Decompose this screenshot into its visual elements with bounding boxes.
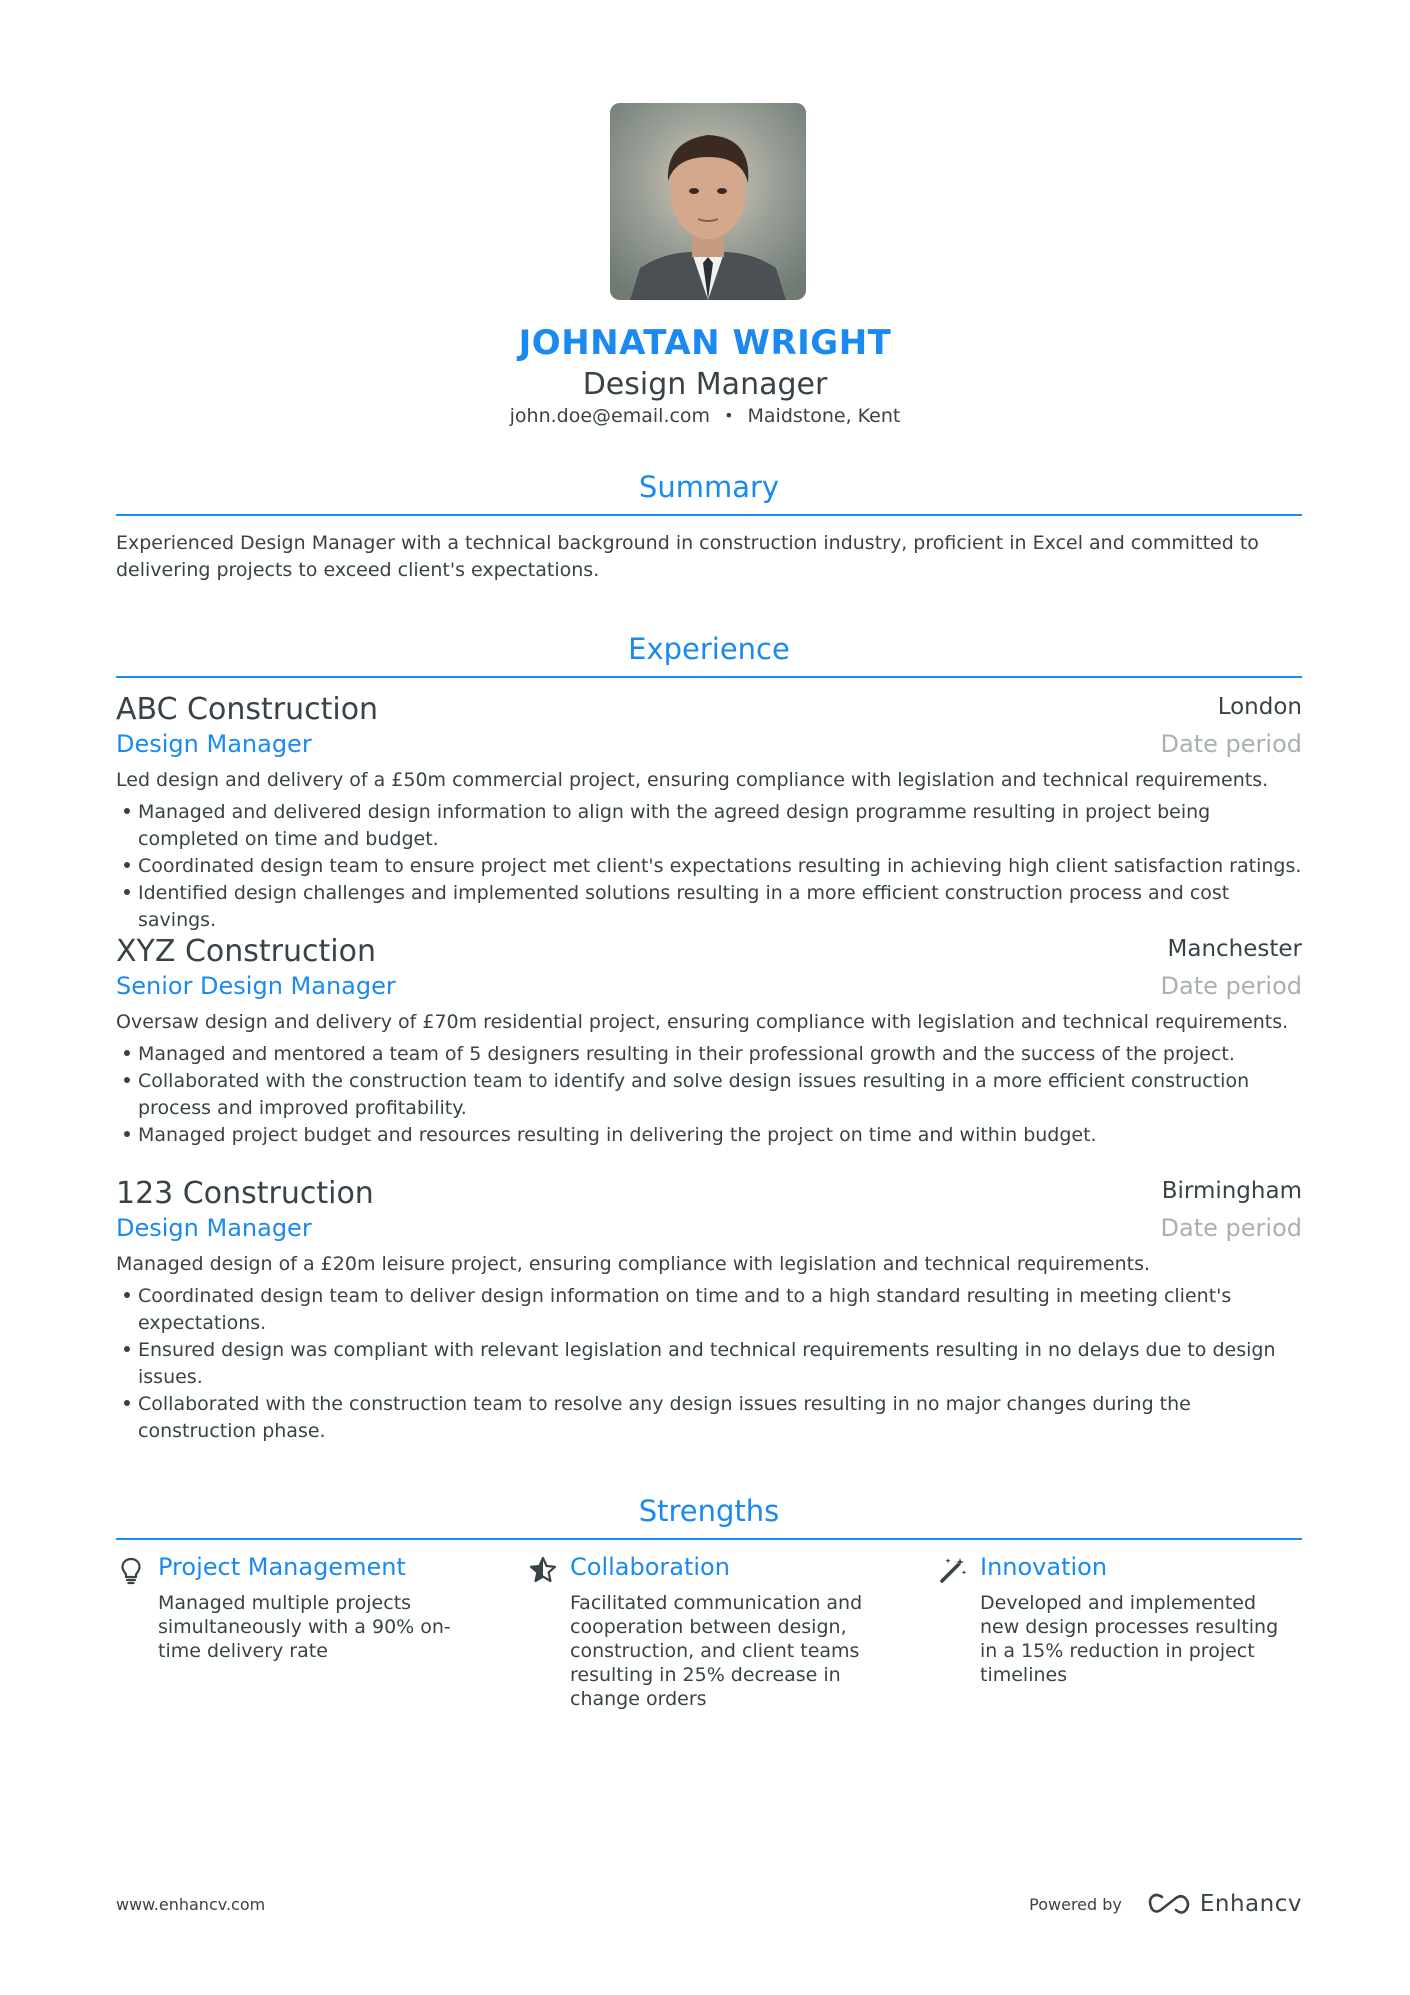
footer-branding [1029, 1884, 1302, 1924]
strength-title: Innovation [980, 1553, 1108, 1581]
profile-photo [610, 103, 806, 300]
location-text: Maidstone, Kent [747, 405, 901, 427]
strengths-divider [116, 1538, 1302, 1540]
strength-description: Managed multiple projects simultaneously with a 90% on-time delivery rate [158, 1592, 451, 1662]
separator-dot: • [724, 406, 734, 425]
job-bullet: Identified design challenges and implemented solutions resulting in a more efficient construction process and cost savings. [116, 880, 1302, 934]
job-company: 123 Construction [116, 1176, 374, 1211]
job-title: Senior Design Manager [116, 972, 396, 1000]
job-company: XYZ Construction [116, 934, 376, 969]
strengths-heading: Strengths [638, 1494, 780, 1528]
magic-wand-icon [938, 1555, 968, 1585]
enhancv-logo-icon [1146, 1891, 1192, 1917]
job-location: London [1217, 694, 1302, 720]
strength-description: Facilitated communication and cooperation between design, construction, and client teams resulting in 25% decrease in change orders [570, 1592, 863, 1710]
powered-by-label: Powered by [1029, 1894, 1122, 1914]
job-period: Date period [1160, 1214, 1302, 1242]
contact-line [0, 405, 1410, 427]
job-period: Date period [1160, 972, 1302, 1000]
star-icon [528, 1555, 558, 1585]
job-bullet: Coordinated design team to ensure project met client's expectations resulting in achieving high client satisfaction ratings. [116, 853, 1302, 880]
job-company: ABC Construction [116, 692, 379, 727]
portrait-image [610, 103, 806, 300]
job-bullet: Managed project budget and resources resulting in delivering the project on time and within budget. [116, 1122, 1302, 1149]
job-period: Date period [1160, 730, 1302, 758]
experience-divider [116, 676, 1302, 678]
footer-website-link[interactable]: www.enhancv.com [116, 1895, 266, 1914]
job-bullet: Collaborated with the construction team to identify and solve design issues resulting in a more efficient construction process and improved profitability. [116, 1068, 1302, 1122]
job-bullet: Coordinated design team to deliver design information on time and to a high standard resulting in meeting client's expectations. [116, 1283, 1302, 1337]
enhancv-logo-text: Enhancv [1199, 1891, 1302, 1917]
job-bullet: Ensured design was compliant with relevant legislation and technical requirements resulting in no delays due to design issues. [116, 1337, 1302, 1391]
job-bullet: Collaborated with the construction team to resolve any design issues resulting in no major changes during the construction phase. [116, 1391, 1302, 1445]
job-bullets [116, 1041, 1302, 1149]
job-bullet: Managed and mentored a team of 5 designers resulting in their professional growth and the success of the project. [116, 1041, 1302, 1068]
job-description: Oversaw design and delivery of £70m residential project, ensuring compliance with legislation and technical requirements. [116, 1011, 1289, 1033]
job-title: Design Manager [116, 1214, 312, 1242]
summary-heading: Summary [638, 470, 780, 504]
summary-text: Experienced Design Manager with a technical background in construction industry, proficient in Excel and committed to delivering projects to exceed client's expectations. [116, 532, 1259, 581]
experience-heading: Experience [628, 632, 790, 666]
strength-title: Collaboration [570, 1553, 730, 1581]
candidate-name: JOHNATAN WRIGHT [518, 323, 892, 363]
summary-divider [116, 514, 1302, 516]
lightbulb-icon [116, 1555, 146, 1585]
job-description: Managed design of a £20m leisure project, ensuring compliance with legislation and technical requirements. [116, 1253, 1151, 1275]
job-bullets [116, 1283, 1302, 1445]
job-bullet: Managed and delivered design information to align with the agreed design programme resulting in project being completed on time and budget. [116, 799, 1302, 853]
job-description: Led design and delivery of a £50m commercial project, ensuring compliance with legislation and technical requirements. [116, 769, 1269, 791]
job-location: Manchester [1167, 936, 1302, 962]
job-bullets [116, 799, 1302, 934]
strength-title: Project Management [158, 1553, 406, 1581]
email-text: john.doe@email.com [509, 405, 711, 427]
strength-description: Developed and implemented new design processes resulting in a 15% reduction in project timelines [980, 1592, 1279, 1686]
enhancv-logo[interactable] [1146, 1891, 1302, 1917]
candidate-title: Design Manager [582, 367, 828, 402]
job-location: Birmingham [1161, 1178, 1302, 1204]
job-title: Design Manager [116, 730, 312, 758]
